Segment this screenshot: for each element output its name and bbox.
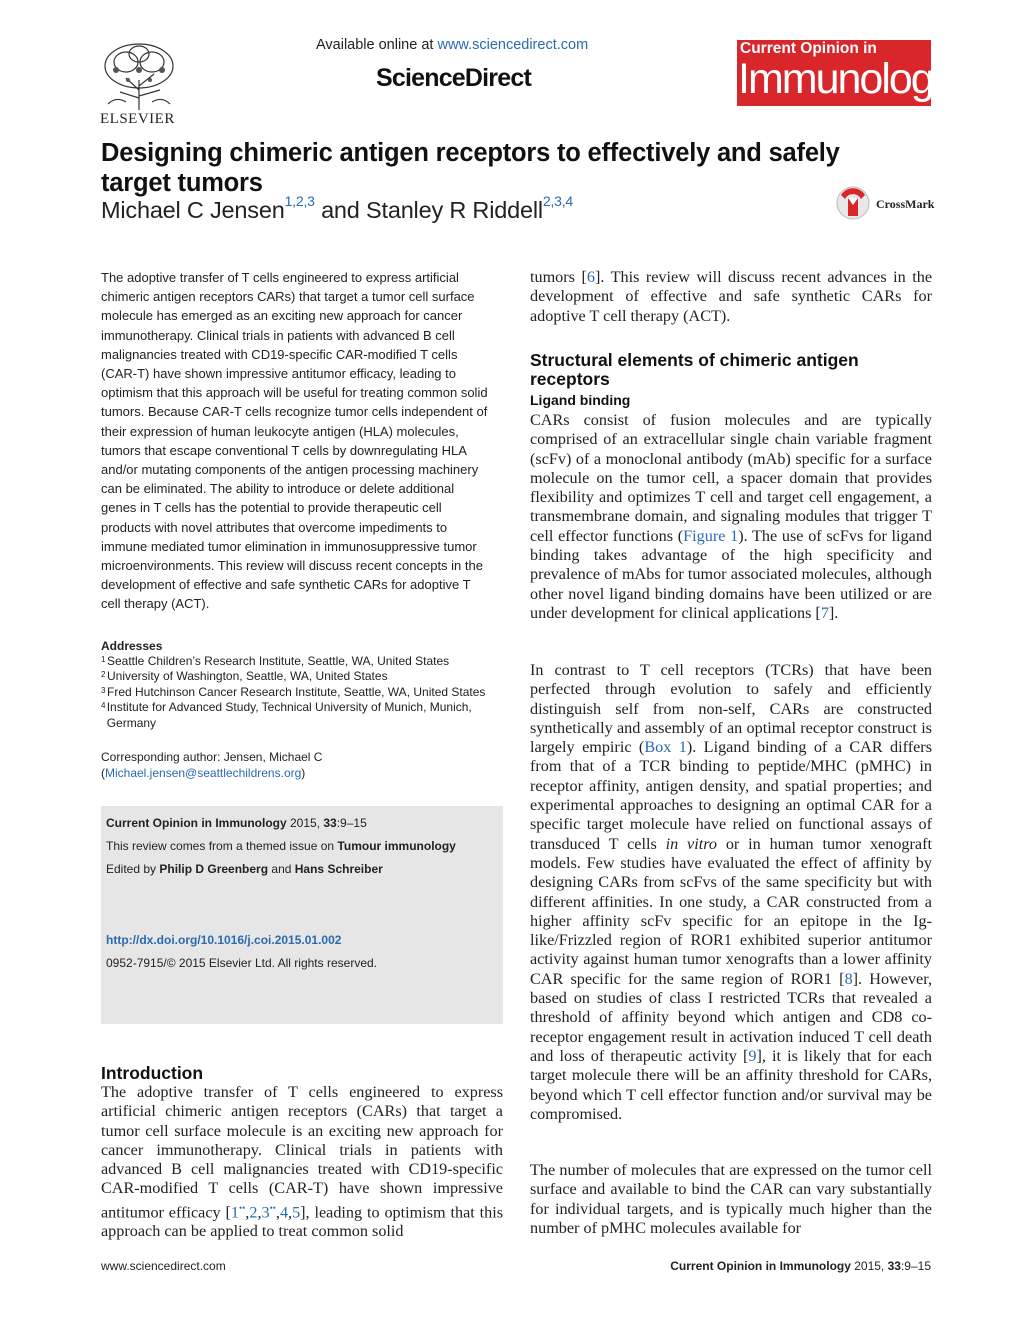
citation-line: Current Opinion in Immunology 2015, 33:9–15 xyxy=(106,816,367,830)
editors-line: Edited by Philip D Greenberg and Hans Schreiber xyxy=(106,862,383,876)
reference-link[interactable]: 8 xyxy=(844,969,853,988)
address-item: 4 Institute for Advanced Study, Technical University of Munich, Munich, Germany xyxy=(101,700,472,730)
address-item: 1 Seattle Children’s Research Institute, Seattle, WA, United States xyxy=(101,654,450,668)
address-item: 3 Fred Hutchinson Cancer Research Institute, Seattle, WA, United States xyxy=(101,684,486,699)
reference-link[interactable]: 5 xyxy=(292,1203,301,1222)
reference-link[interactable]: 6 xyxy=(586,268,595,286)
copyright-line: 0952-7915/© 2015 Elsevier Ltd. All rights reserved. xyxy=(106,956,377,970)
author-2: Stanley R Riddell xyxy=(366,197,543,223)
box-link[interactable]: Box 1 xyxy=(644,738,687,757)
themed-issue-line: This review comes from a themed issue on Tumour immunology xyxy=(106,839,456,853)
intro-continuation: tumors [6]. This review will discuss recent advances in the development of effective and safe synthetic CARs for adoptive T cell therapy (ACT). xyxy=(530,268,933,325)
crossmark-badge[interactable] xyxy=(835,185,935,221)
article-info-box xyxy=(101,806,503,1024)
ligand-paragraph-3: The number of molecules that are expressed on the tumor cell surface and available to bind the CAR can vary substantially for individual targets, and is typically much higher than the number of pMHC molecules available for xyxy=(530,1161,932,1237)
reference-link[interactable]: 3 xyxy=(261,1203,270,1222)
reference-link[interactable]: 1 xyxy=(230,1203,239,1222)
journal-logo-line2: Immunology xyxy=(738,55,953,103)
author-1-affiliations[interactable]: 1,2,3 xyxy=(284,193,315,209)
section-heading: Structural elements of chimeric antigen receptors xyxy=(530,350,859,389)
article-title: Designing chimeric antigen receptors to effectively and safely target tumors xyxy=(101,139,840,197)
sciencedirect-link[interactable]: www.sciencedirect.com xyxy=(437,37,589,53)
reference-link[interactable]: 9 xyxy=(748,1046,757,1065)
author-2-affiliations[interactable]: 2,3,4 xyxy=(542,193,574,209)
reference-link[interactable]: 4 xyxy=(279,1203,289,1222)
author-email-link[interactable]: Michael.jensen@seattlechildrens.org xyxy=(105,766,302,780)
journal-logo xyxy=(737,40,953,106)
introduction-heading: Introduction xyxy=(101,1063,204,1083)
addresses-list xyxy=(101,654,503,731)
author-1: Michael C Jensen xyxy=(101,197,285,223)
doi-link[interactable]: http://dx.doi.org/10.1016/j.coi.2015.01.002 xyxy=(106,933,342,947)
reference-link[interactable]: 7 xyxy=(820,603,829,622)
subsection-heading: Ligand binding xyxy=(530,392,631,408)
available-online: Available online at www.sciencedirect.com xyxy=(316,37,589,53)
figure-link[interactable]: Figure 1 xyxy=(683,526,739,545)
ligand-paragraph-2: In contrast to T cell receptors (TCRs) that have been perfected through evolution to safely and efficiently distinguish self from non-self, CARs are constructed synthetically and assembly of an optimal receptor construct is largely empiric (Box 1). Ligand binding of a CAR differs from that of a TCR binding to peptide/MHC (pMHC) in receptor affinity, antigen density, and spatial properties; and experimental approaches to designing an optimal CAR for a specific target molecule have relied on functional assays of transduced T cells in vitro or in human tumor xenograft models. Few studies have evaluated the effect of affinity by designing CARs from scFvs of the same specificity but with different affinities. In one study, a CAR constructed from a higher affinity scFv specific for an epitope in the Ig-like/Frizzled region of ROR1 exhibited superior antitumor activity against human tumor xenografts than a lower affinity CAR specific for the same region of ROR1 [8]. However, based on studies of class I restricted TCRs that revealed a threshold of affinity beyond which antigen and CD8 co-receptor engagement result in activation induced T cell death and loss of therapeutic activity [9], it is likely that for each target molecule there will be an affinity threshold for CARs, beyond which T cell effector function and/or survival may be compromised. xyxy=(530,661,933,1123)
reference-link[interactable]: 2 xyxy=(249,1203,258,1222)
ligand-paragraph-1: CARs consist of fusion molecules and are typically comprised of an extracellular single chain variable fragment (scFv) of a monoclonal antibody (mAb) specific for a surface molecule on the tumor cell, a spacer domain that provides flexibility and optimizes T cell and target cell engagement, a transmembrane domain, and signaling modules that trigger T cell effector functions (Figure 1). The use of scFvs for ligand binding takes advantage of the high specificity and prevalence of mAbs for tumor associated molecules, although other novel ligand binding domains have been utilized or are under development for clinical applications [7]. xyxy=(530,411,933,622)
address-item: 2 University of Washington, Seattle, WA, United States xyxy=(101,669,388,684)
footer-site[interactable]: www.sciencedirect.com xyxy=(101,1259,226,1273)
addresses-heading: Addresses xyxy=(101,639,163,653)
footer-citation: Current Opinion in Immunology 2015, 33:9–15 xyxy=(670,1259,931,1273)
author-line: Michael C Jensen$^{1,2,3}$ and Stanley R Riddell$^{2,3,4}$ xyxy=(101,193,574,223)
corresponding-author: Corresponding author: Jensen, Michael C (Michael.jensen@seattlechildrens.org) xyxy=(101,750,323,780)
crossmark-label: CrossMark xyxy=(876,197,935,211)
abstract: The adoptive transfer of T cells engineered to express artificial chimeric antigen receptors CARs) that target a tumor cell surface molecule has emerged as an exciting new approach for cancer immunotherapy. Clinical trials in patients with advanced B cell malignancies treated with CD19-specific CAR-modified T cells (CAR-T) have shown impressive antitumor efficacy, leading to optimism that this approach will be useful for treating common solid tumors. Because CAR-T cells recognize tumor cells independent of their expression of human leukocyte antigen (HLA) molecules, tumors that escape conventional T cells by downregulating HLA and/or mutating components of the antigen processing machinery can be eliminated. The ability to introduce or delete additional genes in T cells has the potential to provide therapeutic cell products with novel attributes that overcome impediments to immune mediated tumor elimination in immunosuppressive tumor microenvironments. This review will discuss recent concepts in the development of effective and safe synthetic CARs for adoptive T cell therapy (ACT). xyxy=(101,270,488,612)
publisher-name: ELSEVIER xyxy=(100,111,175,127)
journal-logo-line1: Current Opinion in xyxy=(740,40,877,57)
sciencedirect-wordmark: ScienceDirect xyxy=(376,64,531,92)
introduction-paragraph: The adoptive transfer of T cells engineered to express artificial chimeric antigen receptors (CARs) that target a tumor cell surface molecule is an exciting new approach for cancer immunotherapy. Clinical trials in patients with advanced B cell malignancies treated with CD19-specific CAR-modified T cells (CAR-T) have shown impressive antitumor efficacy [1••,2,3••,4,5], leading to optimism that this approach can be applied to treat common solid xyxy=(101,1083,503,1241)
